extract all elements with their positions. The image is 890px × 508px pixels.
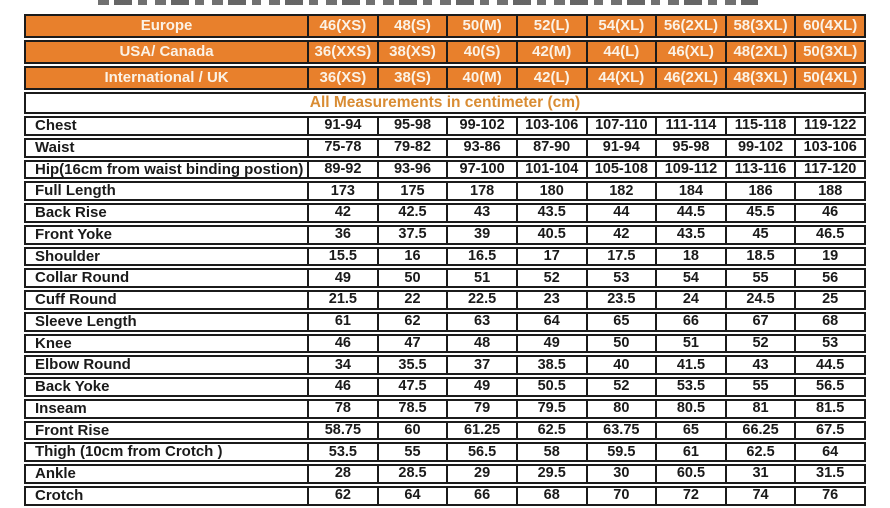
measurement-value-cell: 99-102	[448, 116, 518, 136]
measurement-value-cell: 53.5	[657, 377, 727, 397]
measurement-value-cell: 17.5	[588, 247, 658, 267]
measurement-value-cell: 50	[588, 334, 658, 354]
size-cell: 48(3XL)	[727, 66, 797, 90]
measurement-value-cell: 43	[448, 203, 518, 223]
measurement-value-cell: 61	[657, 442, 727, 462]
size-cell: 42(L)	[518, 66, 588, 90]
measurement-row	[24, 116, 866, 136]
measurement-value-cell: 46.5	[796, 225, 866, 245]
measurement-value-cell: 109-112	[657, 160, 727, 180]
measurement-value-cell: 56.5	[796, 377, 866, 397]
measurement-value-cell: 29.5	[518, 464, 588, 484]
measurement-value-cell: 65	[657, 421, 727, 441]
measurement-value-cell: 62	[309, 486, 379, 506]
measurement-row	[24, 290, 866, 310]
measurement-value-cell: 103-106	[518, 116, 588, 136]
measurement-value-cell: 63	[448, 312, 518, 332]
measurement-row	[24, 442, 866, 462]
measurement-value-cell: 38.5	[518, 355, 588, 375]
measurement-value-cell: 25	[796, 290, 866, 310]
measurement-value-cell: 22	[379, 290, 449, 310]
measurement-label: Knee	[24, 334, 309, 354]
measurement-value-cell: 70	[588, 486, 658, 506]
measurement-value-cell: 56.5	[448, 442, 518, 462]
measurement-value-cell: 30	[588, 464, 658, 484]
measurement-label: Back Yoke	[24, 377, 309, 397]
measurement-value-cell: 53.5	[309, 442, 379, 462]
measurement-value-cell: 47	[379, 334, 449, 354]
measurement-value-cell: 68	[518, 486, 588, 506]
measurement-value-cell: 43.5	[657, 225, 727, 245]
measurement-value-cell: 16.5	[448, 247, 518, 267]
size-system-label: USA/ Canada	[24, 40, 309, 64]
measurement-value-cell: 180	[518, 181, 588, 201]
measurement-value-cell: 66	[448, 486, 518, 506]
measurement-value-cell: 61	[309, 312, 379, 332]
cropped-heading-remnant	[98, 0, 758, 5]
measurement-value-cell: 49	[448, 377, 518, 397]
measurement-value-cell: 111-114	[657, 116, 727, 136]
size-cell: 58(3XL)	[727, 14, 797, 38]
measurements-note-row	[24, 92, 866, 114]
measurement-value-cell: 18	[657, 247, 727, 267]
measurement-value-cell: 28.5	[379, 464, 449, 484]
measurement-value-cell: 56	[796, 268, 866, 288]
measurement-value-cell: 113-116	[727, 160, 797, 180]
measurement-value-cell: 79	[448, 399, 518, 419]
size-cell: 60(4XL)	[796, 14, 866, 38]
measurement-value-cell: 80.5	[657, 399, 727, 419]
measurement-value-cell: 49	[518, 334, 588, 354]
measurement-value-cell: 117-120	[796, 160, 866, 180]
measurement-value-cell: 40	[588, 355, 658, 375]
measurement-value-cell: 178	[448, 181, 518, 201]
measurement-value-cell: 186	[727, 181, 797, 201]
size-cell: 44(XL)	[588, 66, 658, 90]
measurement-value-cell: 78	[309, 399, 379, 419]
measurement-value-cell: 52	[518, 268, 588, 288]
measurement-value-cell: 61.25	[448, 421, 518, 441]
measurement-value-cell: 64	[518, 312, 588, 332]
measurement-value-cell: 52	[727, 334, 797, 354]
measurement-value-cell: 64	[796, 442, 866, 462]
measurement-label: Crotch	[24, 486, 309, 506]
measurement-value-cell: 65	[588, 312, 658, 332]
measurement-value-cell: 37.5	[379, 225, 449, 245]
measurement-label: Elbow Round	[24, 355, 309, 375]
measurement-value-cell: 24.5	[727, 290, 797, 310]
measurement-value-cell: 42.5	[379, 203, 449, 223]
measurement-value-cell: 41.5	[657, 355, 727, 375]
measurement-value-cell: 43.5	[518, 203, 588, 223]
measurement-value-cell: 188	[796, 181, 866, 201]
size-system-label: Europe	[24, 14, 309, 38]
measurement-value-cell: 28	[309, 464, 379, 484]
measurement-value-cell: 35.5	[379, 355, 449, 375]
measurement-label: Cuff Round	[24, 290, 309, 310]
size-system-row	[24, 66, 866, 90]
measurement-value-cell: 31	[727, 464, 797, 484]
measurement-label: Front Rise	[24, 421, 309, 441]
measurement-value-cell: 29	[448, 464, 518, 484]
measurement-label: Chest	[24, 116, 309, 136]
size-cell: 48(S)	[379, 14, 449, 38]
measurement-value-cell: 105-108	[588, 160, 658, 180]
size-system-row	[24, 14, 866, 38]
measurement-row	[24, 421, 866, 441]
size-cell: 36(XS)	[309, 66, 379, 90]
measurement-value-cell: 101-104	[518, 160, 588, 180]
size-cell: 54(XL)	[588, 14, 658, 38]
measurement-value-cell: 81	[727, 399, 797, 419]
measurement-row	[24, 181, 866, 201]
measurement-label: Collar Round	[24, 268, 309, 288]
measurement-label: Sleeve Length	[24, 312, 309, 332]
measurement-row	[24, 203, 866, 223]
measurement-label: Thigh (10cm from Crotch )	[24, 442, 309, 462]
measurement-value-cell: 45.5	[727, 203, 797, 223]
size-cell: 50(4XL)	[796, 66, 866, 90]
measurement-value-cell: 184	[657, 181, 727, 201]
size-cell: 40(M)	[448, 66, 518, 90]
measurement-value-cell: 21.5	[309, 290, 379, 310]
measurement-value-cell: 76	[796, 486, 866, 506]
size-cell: 40(S)	[448, 40, 518, 64]
measurement-value-cell: 23	[518, 290, 588, 310]
measurement-value-cell: 52	[588, 377, 658, 397]
measurement-value-cell: 42	[588, 225, 658, 245]
measurement-value-cell: 62.5	[727, 442, 797, 462]
measurement-value-cell: 60.5	[657, 464, 727, 484]
size-cell: 44(L)	[588, 40, 658, 64]
measurement-value-cell: 50	[379, 268, 449, 288]
measurement-value-cell: 55	[379, 442, 449, 462]
measurement-body	[24, 116, 866, 506]
measurement-value-cell: 23.5	[588, 290, 658, 310]
measurement-label: Inseam	[24, 399, 309, 419]
measurement-value-cell: 46	[796, 203, 866, 223]
size-cell: 46(XS)	[309, 14, 379, 38]
measurement-label: Full Length	[24, 181, 309, 201]
measurement-value-cell: 66.25	[727, 421, 797, 441]
measurement-value-cell: 58.75	[309, 421, 379, 441]
measurement-value-cell: 79.5	[518, 399, 588, 419]
measurement-row	[24, 464, 866, 484]
measurement-value-cell: 58	[518, 442, 588, 462]
measurement-value-cell: 34	[309, 355, 379, 375]
measurement-value-cell: 53	[588, 268, 658, 288]
measurement-value-cell: 60	[379, 421, 449, 441]
measurement-value-cell: 62	[379, 312, 449, 332]
measurement-value-cell: 103-106	[796, 138, 866, 158]
measurement-row	[24, 268, 866, 288]
measurement-value-cell: 54	[657, 268, 727, 288]
measurement-value-cell: 95-98	[657, 138, 727, 158]
measurement-label: Waist	[24, 138, 309, 158]
measurement-value-cell: 31.5	[796, 464, 866, 484]
measurement-value-cell: 46	[309, 377, 379, 397]
measurement-value-cell: 36	[309, 225, 379, 245]
measurement-value-cell: 24	[657, 290, 727, 310]
measurement-value-cell: 15.5	[309, 247, 379, 267]
measurement-value-cell: 45	[727, 225, 797, 245]
size-header-body	[24, 14, 866, 90]
measurement-value-cell: 55	[727, 268, 797, 288]
measurement-value-cell: 46	[309, 334, 379, 354]
measurement-value-cell: 91-94	[588, 138, 658, 158]
measurement-value-cell: 95-98	[379, 116, 449, 136]
measurement-row	[24, 399, 866, 419]
measurement-value-cell: 48	[448, 334, 518, 354]
measurement-value-cell: 44.5	[657, 203, 727, 223]
size-cell: 38(S)	[379, 66, 449, 90]
measurement-value-cell: 64	[379, 486, 449, 506]
measurement-value-cell: 74	[727, 486, 797, 506]
measurement-row	[24, 225, 866, 245]
measurement-row	[24, 486, 866, 506]
measurement-row	[24, 377, 866, 397]
measurement-value-cell: 72	[657, 486, 727, 506]
measurement-value-cell: 67	[727, 312, 797, 332]
measurement-value-cell: 87-90	[518, 138, 588, 158]
measurement-value-cell: 99-102	[727, 138, 797, 158]
measurement-value-cell: 51	[657, 334, 727, 354]
note-body	[24, 92, 866, 114]
measurement-value-cell: 115-118	[727, 116, 797, 136]
measurement-value-cell: 42	[309, 203, 379, 223]
measurement-value-cell: 39	[448, 225, 518, 245]
measurement-row	[24, 138, 866, 158]
size-cell: 46(2XL)	[657, 66, 727, 90]
measurement-value-cell: 63.75	[588, 421, 658, 441]
measurement-value-cell: 79-82	[379, 138, 449, 158]
measurement-value-cell: 97-100	[448, 160, 518, 180]
measurement-value-cell: 119-122	[796, 116, 866, 136]
measurement-value-cell: 49	[309, 268, 379, 288]
size-cell: 46(XL)	[657, 40, 727, 64]
measurement-value-cell: 107-110	[588, 116, 658, 136]
measurement-value-cell: 93-86	[448, 138, 518, 158]
measurement-value-cell: 43	[727, 355, 797, 375]
measurement-value-cell: 81.5	[796, 399, 866, 419]
measurement-value-cell: 175	[379, 181, 449, 201]
measurement-value-cell: 22.5	[448, 290, 518, 310]
measurement-value-cell: 68	[796, 312, 866, 332]
measurement-value-cell: 93-96	[379, 160, 449, 180]
measurement-value-cell: 91-94	[309, 116, 379, 136]
size-cell: 36(XXS)	[309, 40, 379, 64]
measurement-label: Ankle	[24, 464, 309, 484]
size-system-label: International / UK	[24, 66, 309, 90]
measurement-label: Shoulder	[24, 247, 309, 267]
size-cell: 38(XS)	[379, 40, 449, 64]
size-cell: 50(3XL)	[796, 40, 866, 64]
measurement-label: Front Yoke	[24, 225, 309, 245]
measurement-value-cell: 40.5	[518, 225, 588, 245]
measurement-value-cell: 80	[588, 399, 658, 419]
measurement-row	[24, 355, 866, 375]
measurement-value-cell: 44	[588, 203, 658, 223]
measurement-value-cell: 75-78	[309, 138, 379, 158]
measurement-value-cell: 37	[448, 355, 518, 375]
measurement-value-cell: 51	[448, 268, 518, 288]
size-cell: 52(L)	[518, 14, 588, 38]
measurement-value-cell: 16	[379, 247, 449, 267]
size-cell: 48(2XL)	[727, 40, 797, 64]
measurement-value-cell: 89-92	[309, 160, 379, 180]
measurements-note: All Measurements in centimeter (cm)	[24, 92, 866, 114]
measurement-row	[24, 334, 866, 354]
measurement-label: Hip(16cm from waist binding postion)	[24, 160, 309, 180]
measurement-value-cell: 47.5	[379, 377, 449, 397]
size-cell: 56(2XL)	[657, 14, 727, 38]
measurement-value-cell: 59.5	[588, 442, 658, 462]
measurement-value-cell: 173	[309, 181, 379, 201]
measurement-row	[24, 312, 866, 332]
measurement-value-cell: 19	[796, 247, 866, 267]
measurement-value-cell: 53	[796, 334, 866, 354]
measurement-value-cell: 182	[588, 181, 658, 201]
measurement-value-cell: 66	[657, 312, 727, 332]
measurement-value-cell: 50.5	[518, 377, 588, 397]
size-cell: 50(M)	[448, 14, 518, 38]
measurement-value-cell: 17	[518, 247, 588, 267]
measurement-value-cell: 18.5	[727, 247, 797, 267]
size-cell: 42(M)	[518, 40, 588, 64]
measurement-value-cell: 78.5	[379, 399, 449, 419]
measurement-row	[24, 160, 866, 180]
measurement-label: Back Rise	[24, 203, 309, 223]
size-system-row	[24, 40, 866, 64]
measurement-row	[24, 247, 866, 267]
measurement-value-cell: 44.5	[796, 355, 866, 375]
measurement-value-cell: 62.5	[518, 421, 588, 441]
size-chart-table	[24, 12, 866, 508]
measurement-value-cell: 55	[727, 377, 797, 397]
measurement-value-cell: 67.5	[796, 421, 866, 441]
